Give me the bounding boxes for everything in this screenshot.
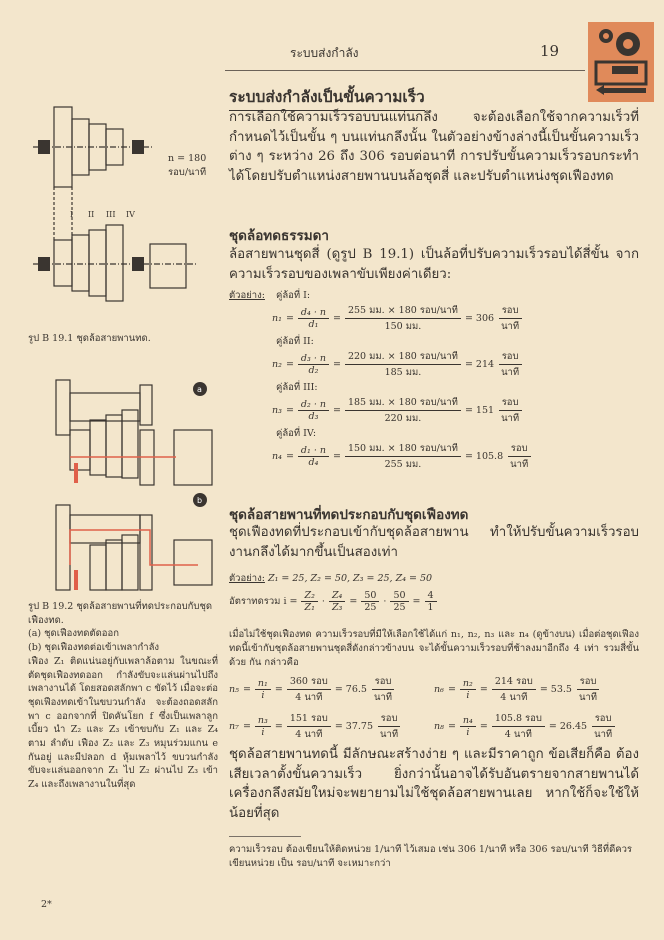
gear-values: Z₁ = 25, Z₂ = 50, Z₃ = 25, Z₄ = 50 bbox=[267, 573, 433, 584]
reduced-speeds bbox=[229, 674, 639, 742]
pair-2: คู่ล้อที่ II: n₂ = $\frac{\text{d₃ · n}}{\text{d₂}}$ = $\frac{\text{220 มม. × 180 รอบ/นาที}}{\text{185 มม.}}$ = 214 $\frac{\text{รอบ}}{\text{นาที}}$ bbox=[276, 335, 636, 380]
svg-text:III: III bbox=[106, 210, 116, 219]
figure2-caption-title: รูป B 19.2 ชุดล้อสายพานที่ทดประกอบกับชุดเฟืองทด. bbox=[28, 601, 213, 626]
reduced-speed-n6: n₆ = $\frac{\text{n₂}}{i}$ = $\frac{\text{214 รอบ}}{\text{4 นาที}}$ = 53.5 $\frac{\text{รอบ}}{\text{นาที}}$ bbox=[434, 674, 639, 705]
header-rule bbox=[225, 70, 585, 71]
pair-equations bbox=[272, 289, 636, 472]
figure2-caption-body: เฟือง Z₁ ติดแน่นอยู่กับเพลาล้อตาม ในขณะที่ตัดชุดเฟืองทดออก กำลังขับจะแล่นผ่านไปถึงเพลางานได้ โดยสอดสลักพา c ขัดไว้ เมื่อจะต่อชุดเฟืองทดเข้าในขบวนกำลัง จะต้องถอดสลักพา c ออกจากที่ ปิดคันโยก f ซึ่งเป็นเพลาลูกเบี้ยว นำ Z₂ และ Z₃ เข้าขบกับ Z₁ และ Z₄ ตาม ลำดับ เฟือง Z₂ และ Z₃ หมุนร่วมแกน e กันอยู่ และมีปลอก d หุ้มเพลาไว้ ขบวนกำลังขับจะแล่นออกจาก Z₁ ไป Z₂ ผ่านไป Z₃ เข้า Z₄ และถึงเพลางานในที่สุด bbox=[28, 655, 218, 791]
gear-train-diagram bbox=[28, 375, 218, 593]
pair-label: คู่ล้อที่ III: bbox=[276, 382, 318, 393]
svg-text:II: II bbox=[88, 210, 95, 219]
pair-label: คู่ล้อที่ IV: bbox=[276, 428, 317, 439]
pair-lhs: n₁ bbox=[272, 313, 282, 324]
equals: = bbox=[285, 313, 294, 324]
section-intro: การเลือกใช้ความเร็วรอบบนแท่นกลึง จะต้องเลือกใช้จากความเร็วที่ กำหนดไว้เป็นขั้น ๆ บนแท่นกลึงนั้น ในตัวอย่างข้างล่างนี้เป็นขั้นความเร็วต่าง ๆ ระหว่าง 26 ถึง 306 รอบต่อนาที การปรับขั้นความเร็วรอบกระทำได้โดยปรับตำแหน่งสายพานบนล้อชุดสี่ และปรับตำแหน่งชุดเฟืองทด bbox=[229, 110, 639, 184]
gear-explanation: เมื่อไม่ใช้ชุดเฟืองทด ความเร็วรอบที่มีให้เลือกใช้ได้แก่ n₁, n₂, n₃ และ n₄ (ดูข้างบน) เมื่อต่อชุดเฟืองทดนี้เข้ากับชุดล้อสายพานชุดสี่ดังกล่าวข้างบน จะได้ขั้นความเร็วรอบที่ช้าลงมาอีกถึง 4 เท่า รวมสี่ขั้นด้วย กัน กล่าวคือ bbox=[229, 629, 639, 668]
subsection1-text: ล้อสายพานชุดสี่ (ดูรูป B 19.1) เป็นล้อที่ปรับความเร็วรอบได้สี่ขั้น จากความเร็วรอบของเพลาขับเพียงค่าเดียว: bbox=[229, 247, 639, 282]
example-label-2: ตัวอย่าง: bbox=[229, 573, 265, 584]
conclusion-text: ชุดล้อสายพานทดนี้ มีลักษณะสร้างง่าย ๆ และมีราคาถูก ข้อเสียก็คือ ต้องเสียเวลาตั้งขั้นความเร็ว ยิ่งกว่านั้นอาจได้รับอันตรายจากสายพานได้ เครื่องกลึงสมัยใหม่จะพยายามไม่ใช้ชุดล้อสายพานเลย หากใช้ก็จะใช้ให้น้อยที่สุด bbox=[229, 747, 639, 821]
symbolic-fraction: $\frac{\text{d₄ · n}}{\text{d₁}}$ bbox=[298, 307, 329, 330]
figure1-caption: รูป B 19.1 ชุดล้อสายพานทด. bbox=[28, 333, 151, 344]
ratio-label: อัตราทดรวม i = bbox=[229, 596, 298, 607]
svg-text:I: I bbox=[70, 210, 74, 219]
unit-fraction: $\frac{\text{รอบ}}{\text{นาที}}$ bbox=[498, 303, 522, 334]
figure-b19-1 bbox=[28, 92, 218, 317]
pair-label: คู่ล้อที่ II: bbox=[276, 336, 314, 347]
subsection2-text: ชุดเฟืองทดที่ประกอบเข้ากับชุดล้อสายพาน ทำให้ปรับขั้นความเร็วรอบงานกลึงได้มากขึ้นเป็นสองเท่า bbox=[229, 525, 639, 560]
pair-1: คู่ล้อที่ I: n₁ = $\frac{\text{d₄ · n}}{\text{d₁}}$ = $\frac{\text{255 มม. × 180 รอบ/นาที}}{\text{150 มม.}}$ = 306 $\frac{\text{รอบ}}{\text{นาที}}$ bbox=[276, 289, 636, 334]
subsection1-title: ชุดล้อทดธรรมดา bbox=[229, 228, 329, 244]
section-title: ระบบส่งกำลังเป็นขั้นความเร็ว bbox=[229, 84, 425, 111]
signature-mark: 2* bbox=[41, 899, 52, 910]
figure-b19-2 bbox=[28, 375, 218, 593]
pair-3: คู่ล้อที่ III: n₃ = $\frac{\text{d₂ · n}}{\text{d₃}}$ = $\frac{\text{185 มม. × 180 รอบ/นาที}}{\text{220 มม.}}$ = 151 $\frac{\text{รอบ}}{\text{นาที}}$ bbox=[276, 381, 636, 426]
svg-text:a: a bbox=[197, 385, 202, 394]
footnote-rule bbox=[229, 836, 301, 837]
input-speed: n = 180 bbox=[168, 153, 207, 164]
gear-example bbox=[229, 572, 432, 586]
ratio-equation: อัตราทดรวม i = $\frac{\text{Z₂}}{\text{Z₁}}$ · $\frac{\text{Z₄}}{\text{Z₃}}$ = $\frac{50}{25}$ · $\frac{50}{25}$ = $\frac{4}{1}$ bbox=[229, 590, 437, 613]
input-speed-unit: รอบ/นาที bbox=[168, 167, 207, 178]
pair-label: คู่ล้อที่ I: bbox=[276, 290, 311, 301]
gears-lathe-icon bbox=[588, 22, 654, 102]
pair-4: คู่ล้อที่ IV: n₄ = $\frac{\text{d₁ · n}}{\text{d₄}}$ = $\frac{\text{150 มม. × 180 รอบ/นาที}}{\text{255 มม.}}$ = 105.8 $\frac{\text{รอบ}}{\text{นาที}}$ bbox=[276, 427, 636, 472]
reduced-speed-n7: n₇ = $\frac{\text{n₃}}{i}$ = $\frac{\text{151 รอบ}}{\text{4 นาที}}$ = 37.75 $\frac{\text{รอบ}}{\text{นาที}}$ bbox=[229, 711, 434, 742]
figure2-caption-a: (a) ชุดเฟืองทดตัดออก bbox=[28, 628, 119, 640]
figure2-caption bbox=[28, 600, 218, 792]
example-label-1: ตัวอย่าง: bbox=[229, 290, 265, 301]
running-title: ระบบส่งกำลัง bbox=[290, 46, 359, 60]
footnote: ความเร็วรอบ ต้องเขียนให้ติดหน่วย 1/นาที ไว้เสมอ เช่น 306 1/นาที หรือ 306 รอบ/นาที วิธีที่ดีควรเขียนหน่วย เป็น รอบ/นาที จะเหมาะกว่า bbox=[229, 844, 633, 869]
pair-result: = 306 bbox=[464, 313, 495, 324]
svg-text:IV: IV bbox=[126, 210, 135, 219]
svg-text:b: b bbox=[197, 496, 203, 505]
cone-pulley-diagram bbox=[28, 92, 218, 317]
reduced-speed-n8: n₈ = $\frac{\text{n₄}}{i}$ = $\frac{\text{105.8 รอบ}}{\text{4 นาที}}$ = 26.45 $\frac{\text{รอบ}}{\text{นาที}}$ bbox=[434, 711, 639, 742]
subsection2-title: ชุดล้อสายพานที่ทดประกอบกับชุดเฟืองทด bbox=[229, 507, 469, 523]
figure2-caption-b: (b) ชุดเฟืองทดต่อเข้าเพลากำลัง bbox=[28, 642, 160, 654]
page-number: 19 bbox=[540, 42, 560, 60]
reduced-speed-n5: n₅ = $\frac{\text{n₁}}{i}$ = $\frac{\text{360 รอบ}}{\text{4 นาที}}$ = 76.5 $\frac{\text{รอบ}}{\text{นาที}}$ bbox=[229, 674, 434, 705]
numeric-fraction: $\frac{\text{255 มม. × 180 รอบ/นาที}}{\text{150 มม.}}$ bbox=[345, 303, 461, 334]
